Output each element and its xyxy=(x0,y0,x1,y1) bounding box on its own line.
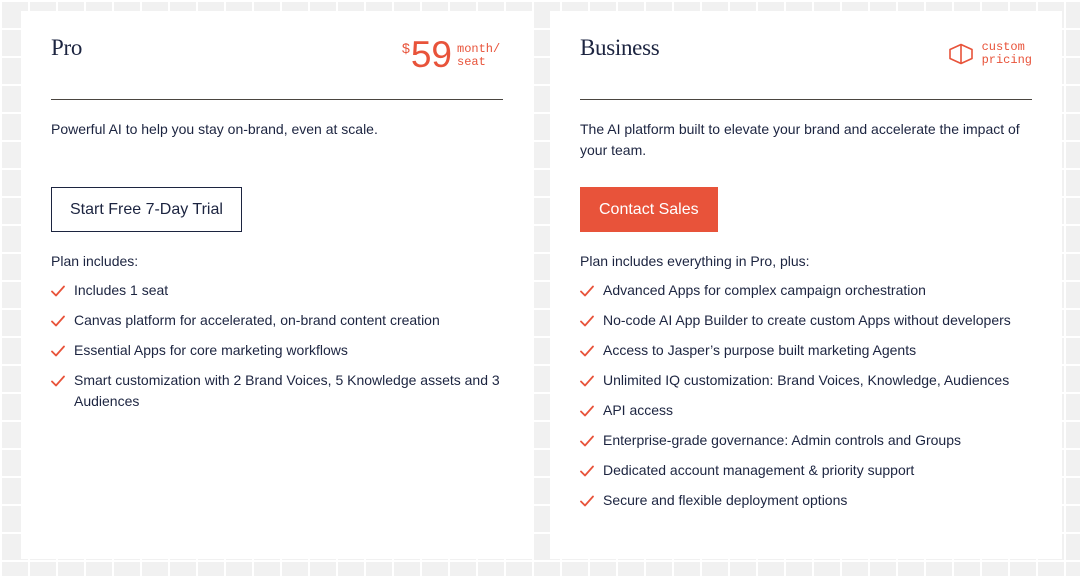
feature-text: Advanced Apps for complex campaign orchestration xyxy=(603,282,926,298)
checkmark-icon xyxy=(51,375,65,387)
pro-plan-card xyxy=(21,11,533,559)
pro-price xyxy=(402,34,503,75)
feature-item xyxy=(580,400,1032,421)
feature-item xyxy=(580,460,1032,481)
feature-item xyxy=(580,340,1032,361)
custom-pricing-label: custom pricing xyxy=(981,40,1032,67)
feature-text: Dedicated account management & priority support xyxy=(603,462,915,478)
business-plan-name: Business xyxy=(580,35,660,60)
feature-text: Access to Jasper’s purpose built marketing Agents xyxy=(603,342,917,358)
checkmark-icon xyxy=(580,375,594,387)
checkmark-icon xyxy=(51,345,65,357)
feature-item xyxy=(580,310,1032,331)
business-plan-description: The AI platform built to elevate your brand and accelerate the impact of your team. xyxy=(580,121,1020,158)
checkmark-icon xyxy=(51,315,65,327)
feature-text: No-code AI App Builder to create custom Apps without developers xyxy=(603,312,1011,328)
checkmark-icon xyxy=(580,315,594,327)
business-feature-list xyxy=(580,280,1032,511)
checkmark-icon xyxy=(580,345,594,357)
checkmark-icon xyxy=(580,285,594,297)
feature-text: Enterprise-grade governance: Admin controls and Groups xyxy=(603,432,961,448)
feature-item xyxy=(51,340,503,361)
feature-item xyxy=(51,280,503,301)
pro-includes-heading: Plan includes: xyxy=(51,253,139,269)
checkmark-icon xyxy=(51,285,65,297)
custom-pricing xyxy=(948,41,1032,67)
feature-text: Smart customization with 2 Brand Voices, 5 Knowledge assets and 3 Audiences xyxy=(74,372,500,409)
contact-sales-button[interactable]: Contact Sales xyxy=(580,187,718,232)
pro-plan-header xyxy=(51,11,503,100)
cube-outline-icon xyxy=(948,43,974,65)
feature-item xyxy=(51,310,503,331)
pro-plan-description: Powerful AI to help you stay on-brand, even at scale. xyxy=(51,121,378,137)
feature-text: API access xyxy=(603,402,674,418)
feature-item xyxy=(51,370,503,412)
pro-feature-list xyxy=(51,280,503,412)
feature-item xyxy=(580,430,1032,451)
price-amount: 59 xyxy=(410,34,452,75)
feature-text: Includes 1 seat xyxy=(74,282,169,298)
feature-text: Essential Apps for core marketing workflows xyxy=(74,342,348,358)
business-plan-card xyxy=(550,11,1062,559)
price-currency: $ xyxy=(402,40,410,56)
start-free-trial-button[interactable]: Start Free 7-Day Trial xyxy=(51,187,242,232)
checkmark-icon xyxy=(580,465,594,477)
checkmark-icon xyxy=(580,405,594,417)
feature-item xyxy=(580,280,1032,301)
feature-text: Canvas platform for accelerated, on-brand content creation xyxy=(74,312,440,328)
business-plan-header xyxy=(580,11,1032,100)
feature-item xyxy=(580,370,1032,391)
feature-text: Unlimited IQ customization: Brand Voices, Knowledge, Audiences xyxy=(603,372,1010,388)
checkmark-icon xyxy=(580,495,594,507)
feature-text: Secure and flexible deployment options xyxy=(603,492,848,508)
pro-plan-name: Pro xyxy=(51,35,83,60)
business-includes-heading: Plan includes everything in Pro, plus: xyxy=(580,253,810,269)
price-unit: month/ seat xyxy=(457,42,501,69)
checkmark-icon xyxy=(580,435,594,447)
feature-item xyxy=(580,490,1032,511)
